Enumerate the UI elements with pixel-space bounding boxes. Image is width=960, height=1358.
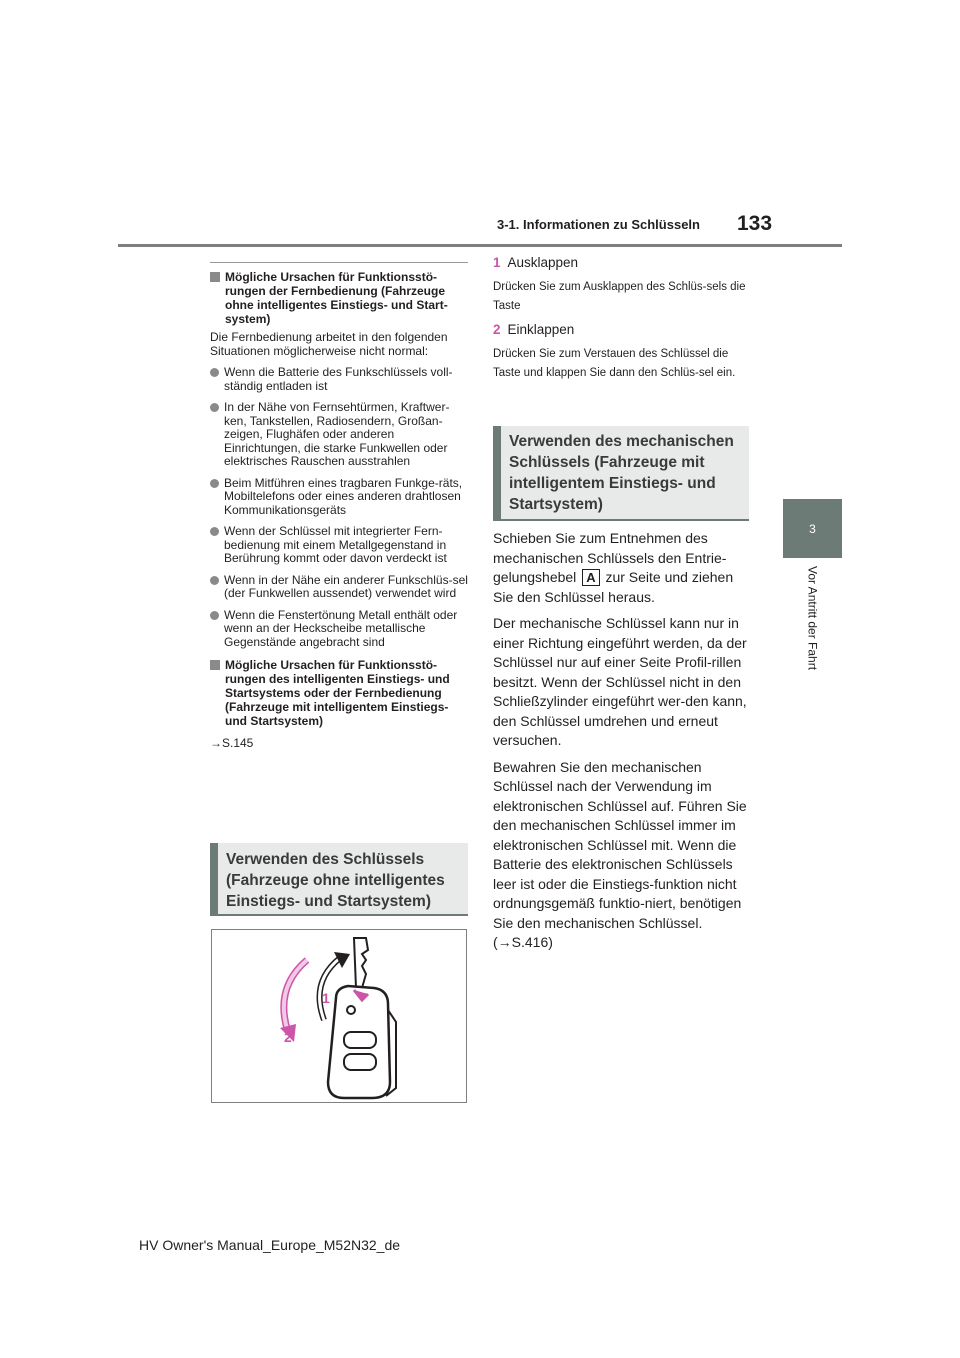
step-1 xyxy=(493,255,578,270)
key-blade xyxy=(354,938,368,988)
callout-marker: A xyxy=(582,569,599,586)
step-1-description: Drücken Sie zum Ausklappen des Schlüs-sels die Taste xyxy=(493,281,746,312)
list-item xyxy=(210,477,468,518)
step-title: Einklappen xyxy=(507,322,575,337)
column-divider xyxy=(210,262,468,263)
round-bullet-icon xyxy=(210,403,219,412)
round-bullet-icon xyxy=(210,611,219,620)
step-2-description: Drücken Sie zum Verstauen des Schlüssel die Taste und klappen Sie dann den Schlüs-sel ein. xyxy=(493,348,736,379)
figure-label-2: 2 xyxy=(284,1029,292,1045)
mechanical-key-text xyxy=(493,529,755,960)
subsection-heading xyxy=(210,658,468,728)
section-title: 3-1. Informationen zu Schlüsseln xyxy=(497,217,700,232)
left-column xyxy=(210,270,468,750)
list-item-text: Wenn die Fenstertönung Metall enthält oder wenn an der Heckscheibe metallische Gegenstände angebracht sind xyxy=(224,607,458,649)
square-bullet-icon xyxy=(210,272,220,282)
subsection-heading xyxy=(210,270,468,326)
chapter-number: 3 xyxy=(809,521,816,536)
round-bullet-icon xyxy=(210,527,219,536)
step-number: 1 xyxy=(493,255,501,270)
list-item xyxy=(210,525,468,566)
subsection-heading-text: Mögliche Ursachen für Funktionsstö-rungen der Fernbedienung (Fahrzeuge ohne intelligentes Einstiegs- und Start-system) xyxy=(225,270,448,326)
chapter-side-title xyxy=(783,566,842,706)
step-title: Ausklappen xyxy=(507,255,579,270)
chapter-tab[interactable] xyxy=(783,499,842,558)
key-illustration xyxy=(211,929,467,1103)
chapter-title-text: Vor Antritt der Fahrt xyxy=(805,566,820,671)
list-item xyxy=(210,401,468,469)
footer-text: HV Owner's Manual_Europe_M52N32_de xyxy=(139,1237,401,1253)
list-item-text: Wenn in der Nähe ein anderer Funkschlüs-sel (der Funkwellen aussendet) verwendet wird xyxy=(224,572,468,600)
paragraph xyxy=(493,529,755,607)
list-item-text: Beim Mitführen eines tragbaren Funkge-räts, Mobiltelefons oder eines anderen drahtlosen Kommunikationsgeräts xyxy=(224,475,463,517)
paragraph-text: zur Seite und ziehen Sie den Schlüssel heraus. xyxy=(493,569,734,605)
list-item xyxy=(210,366,468,393)
paragraph-text: Schieben Sie zum Entnehmen des mechanischen Schlüssels den Entrie-gelungshebel xyxy=(493,530,727,585)
square-bullet-icon xyxy=(210,660,220,670)
list-item-text: Wenn der Schlüssel mit integrierter Fern-bedienung mit einem Metallgegenstand in Berührung kommt oder davon verdeckt ist xyxy=(224,524,447,565)
list-item-text: Wenn die Batterie des Funkschlüssels voll-ständig entladen ist xyxy=(224,365,453,393)
list-item-text: In der Nähe von Fernsehtürmen, Kraftwer-ken, Tankstellen, Radiosendern, Großan-zeigen, Flughäfen oder anderen Einrichtungen, die starke Funkwellen oder elektrisches Rauschen ausstrahlen xyxy=(224,400,450,468)
header-divider xyxy=(118,244,842,247)
page-number: 133 xyxy=(737,212,773,235)
round-bullet-icon xyxy=(210,479,219,488)
figure-label-1: 1 xyxy=(322,990,330,1006)
round-bullet-icon xyxy=(210,576,219,585)
round-bullet-icon xyxy=(210,368,219,377)
step-2 xyxy=(493,322,574,337)
paragraph: Bewahren Sie den mechanischen Schlüssel nach der Verwendung im elektronischen Schlüssel auf. Führen Sie den mechanischen Schlüssel immer im elektronischen Schlüssel mit. Wenn die Batterie des elektronischen Schlüssels leer ist oder die Einstiegs-funktion nicht ordnungsgemäß funktio-niert, benötigen Sie den mechanischen Schlüssel. (→S.416) xyxy=(493,758,747,950)
subsection-heading-text: Mögliche Ursachen für Funktionsstö-rungen des intelligenten Einstiegs- und Startsystems oder der Fernbedienung (Fahrzeuge mit intelligentem Einstiegs- und Startsystem) xyxy=(225,658,450,728)
paragraph: Der mechanische Schlüssel kann nur in einer Richtung eingeführt werden, da der Schlüssel nur auf einer Seite Profil-rillen besitzt. Wenn der Schlüssel nicht in den Schließzylinder eingeführt wer-den kann, den Schlüssel umdrehen und erneut versuchen. xyxy=(493,615,747,748)
step-number: 2 xyxy=(493,322,501,337)
flip-key-diagram xyxy=(212,930,466,1102)
list-item xyxy=(210,574,468,601)
section-heading-box: Verwenden des Schlüssels (Fahrzeuge ohne intelligentes Einstiegs- und Startsystem) xyxy=(210,843,468,916)
list-item xyxy=(210,609,468,650)
intro-text: Die Fernbedienung arbeitet in den folgenden Situationen möglicherweise nicht normal: xyxy=(210,330,448,358)
section-heading-box: Verwenden des mechanischen Schlüssels (Fahrzeuge mit intelligentem Einstiegs- und Startsystem) xyxy=(493,426,749,521)
page-reference-link[interactable]: →S.145 xyxy=(210,736,254,750)
key-fob-body xyxy=(328,986,390,1098)
